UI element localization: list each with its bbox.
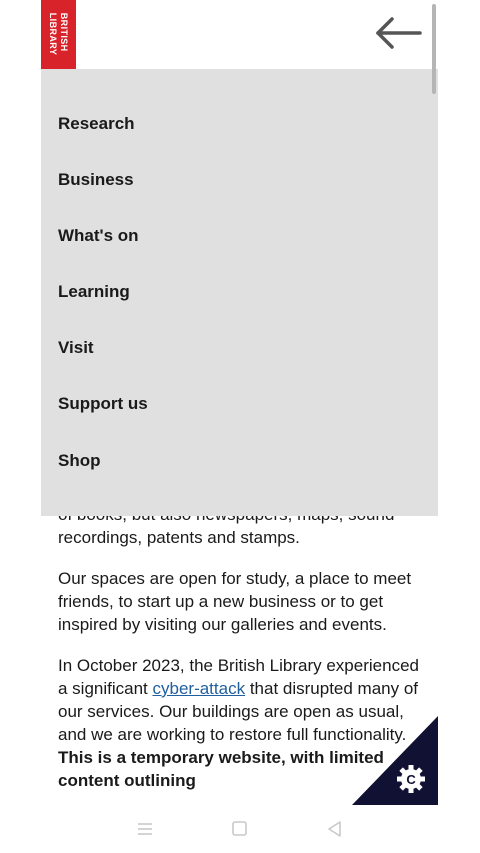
scrollbar[interactable]	[431, 2, 437, 805]
home-icon	[230, 819, 250, 839]
recent-apps-button[interactable]	[135, 819, 155, 839]
menu-icon	[135, 819, 155, 839]
logo-wordmark	[47, 13, 69, 55]
logo-line-british: BRITISH	[59, 12, 69, 52]
system-navigation-bar	[0, 805, 480, 853]
cookie-letter: C	[406, 772, 416, 787]
cyber-attack-link[interactable]: cyber-attack	[152, 679, 246, 698]
nav-item-business[interactable]: Business	[58, 170, 134, 189]
nav-item-visit[interactable]: Visit	[58, 338, 94, 357]
back-triangle-icon	[325, 819, 345, 839]
nav-item-research[interactable]: Research	[58, 114, 135, 133]
cyber-text-start: In October 2023, the British Library experienced a significant	[58, 656, 419, 698]
arrow-left-icon	[372, 14, 424, 52]
main-nav-menu	[41, 69, 438, 516]
logo-line-library: LIBRARY	[48, 12, 58, 56]
british-library-logo[interactable]	[41, 0, 76, 69]
home-button[interactable]	[230, 819, 250, 839]
cookie-gear-icon	[352, 716, 438, 805]
browser-viewport	[41, 0, 438, 805]
cyber-text-middle: that disrupted many of our services. Our buildings are open as usual, and we are working to restore full functionality.	[58, 679, 419, 744]
nav-item-whats-on[interactable]: What's on	[58, 226, 139, 245]
spaces-paragraph: Our spaces are open for study, a place to meet friends, to start up a new business or to get inspired by visiting our galleries and events.	[58, 569, 412, 634]
site-header	[41, 0, 438, 69]
cookie-settings-button[interactable]	[352, 716, 438, 805]
intro-text: recordings, patents and stamps.	[58, 528, 300, 547]
nav-item-learning[interactable]: Learning	[58, 282, 130, 301]
nav-item-support-us[interactable]: Support us	[58, 394, 148, 413]
scrollbar-thumb[interactable]	[432, 4, 436, 94]
system-back-button[interactable]	[325, 819, 345, 839]
temporary-website-notice: This is a temporary website, with limited content outlining	[58, 748, 384, 790]
nav-item-shop[interactable]: Shop	[58, 451, 101, 470]
close-menu-button[interactable]	[372, 14, 424, 52]
